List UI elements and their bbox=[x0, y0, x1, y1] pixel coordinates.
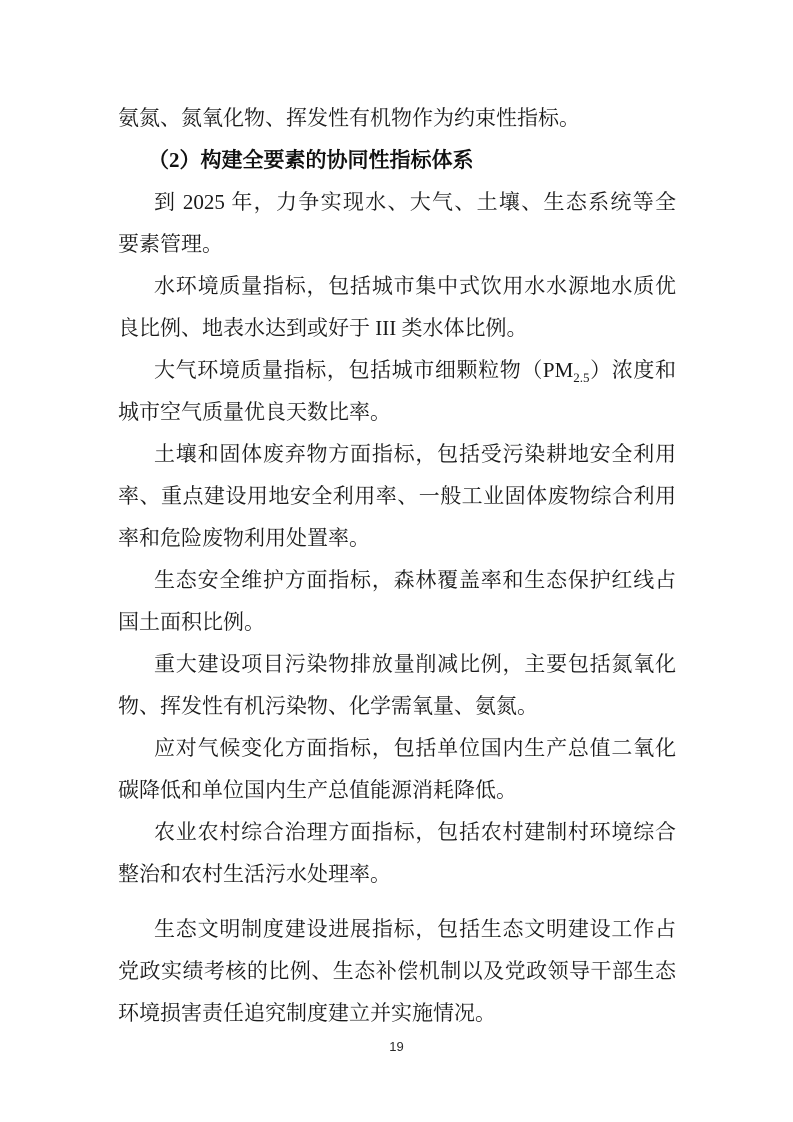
text-segment: 生态文明制度建设进展指标，包括生态文明建设工作占 bbox=[154, 917, 676, 941]
text-segment: 到 2025 年，力争实现水、大气、土壤、生态系统等全 bbox=[154, 190, 676, 214]
text-segment: 生态安全维护方面指标，森林覆盖率和生态保护红线占 bbox=[154, 568, 676, 592]
paragraph-major-projects bbox=[118, 643, 676, 727]
text-line bbox=[118, 139, 676, 181]
page-footer bbox=[0, 1038, 793, 1056]
text-line bbox=[118, 391, 676, 433]
text-line bbox=[118, 433, 676, 475]
text-segment: 应对气候变化方面指标，包括单位国内生产总值二氧化 bbox=[154, 736, 676, 760]
text-line bbox=[118, 853, 676, 895]
paragraph-soil-solid-waste bbox=[118, 433, 676, 559]
text-segment: 氨氮、氮氧化物、挥发性有机物作为约束性指标。 bbox=[118, 106, 580, 130]
document-content bbox=[118, 97, 676, 1034]
text-line bbox=[118, 349, 676, 391]
paragraph-eco-safety bbox=[118, 559, 676, 643]
text-segment: 农业农村综合治理方面指标，包括农村建制村环境综合 bbox=[154, 820, 676, 844]
text-line bbox=[118, 992, 676, 1034]
text-line bbox=[118, 517, 676, 559]
paragraph-climate-change bbox=[118, 727, 676, 811]
paragraph-constraint-indicators bbox=[118, 97, 676, 139]
text-segment: 土壤和固体废弃物方面指标，包括受污染耕地安全利用 bbox=[154, 442, 676, 466]
text-line bbox=[118, 769, 676, 811]
text-line bbox=[118, 811, 676, 853]
paragraph-air-quality bbox=[118, 349, 676, 433]
paragraph-eco-civilization-system bbox=[118, 908, 676, 1034]
page-number: 19 bbox=[389, 1039, 404, 1054]
text-line bbox=[118, 950, 676, 992]
text-segment: 整治和农村生活污水处理率。 bbox=[118, 862, 391, 886]
paragraph-2025-goal bbox=[118, 181, 676, 265]
paragraph-agriculture-rural bbox=[118, 811, 676, 895]
text-segment: 碳降低和单位国内生产总值能源消耗降低。 bbox=[118, 778, 517, 802]
text-line bbox=[118, 307, 676, 349]
text-line bbox=[118, 265, 676, 307]
text-segment: 重大建设项目污染物排放量削减比例，主要包括氮氧化 bbox=[154, 652, 676, 676]
pm25-subscript: 2.5 bbox=[573, 370, 590, 386]
text-line bbox=[118, 223, 676, 265]
text-segment: 党政实绩考核的比例、生态补偿机制以及党政领导干部生态 bbox=[118, 959, 676, 983]
text-segment: 要素管理。 bbox=[118, 232, 223, 256]
heading-section-2 bbox=[118, 139, 676, 181]
text-segment: 城市空气质量优良天数比率。 bbox=[118, 400, 391, 424]
text-line bbox=[118, 181, 676, 223]
paragraph-water-quality bbox=[118, 265, 676, 349]
text-segment: 物、挥发性有机污染物、化学需氧量、氨氮。 bbox=[118, 694, 538, 718]
text-line bbox=[118, 643, 676, 685]
text-line bbox=[118, 727, 676, 769]
text-line bbox=[118, 97, 676, 139]
text-segment: 良比例、地表水达到或好于 III 类水体比例。 bbox=[118, 316, 528, 340]
text-line bbox=[118, 475, 676, 517]
text-segment: 国土面积比例。 bbox=[118, 610, 265, 634]
text-segment: 环境损害责任追究制度建立并实施情况。 bbox=[118, 1001, 496, 1025]
text-line bbox=[118, 908, 676, 950]
text-segment: （2）构建全要素的协同性指标体系 bbox=[148, 148, 474, 172]
text-line bbox=[118, 559, 676, 601]
text-segment: 大气环境质量指标，包括城市细颗粒物（PM bbox=[154, 358, 574, 382]
text-line bbox=[118, 601, 676, 643]
text-segment: 率、重点建设用地安全利用率、一般工业固体废物综合利用 bbox=[118, 484, 676, 508]
text-segment: 率和危险废物利用处置率。 bbox=[118, 526, 370, 550]
text-segment: 水环境质量指标，包括城市集中式饮用水水源地水质优 bbox=[154, 274, 676, 298]
text-line bbox=[118, 685, 676, 727]
text-segment: ）浓度和 bbox=[589, 358, 676, 382]
